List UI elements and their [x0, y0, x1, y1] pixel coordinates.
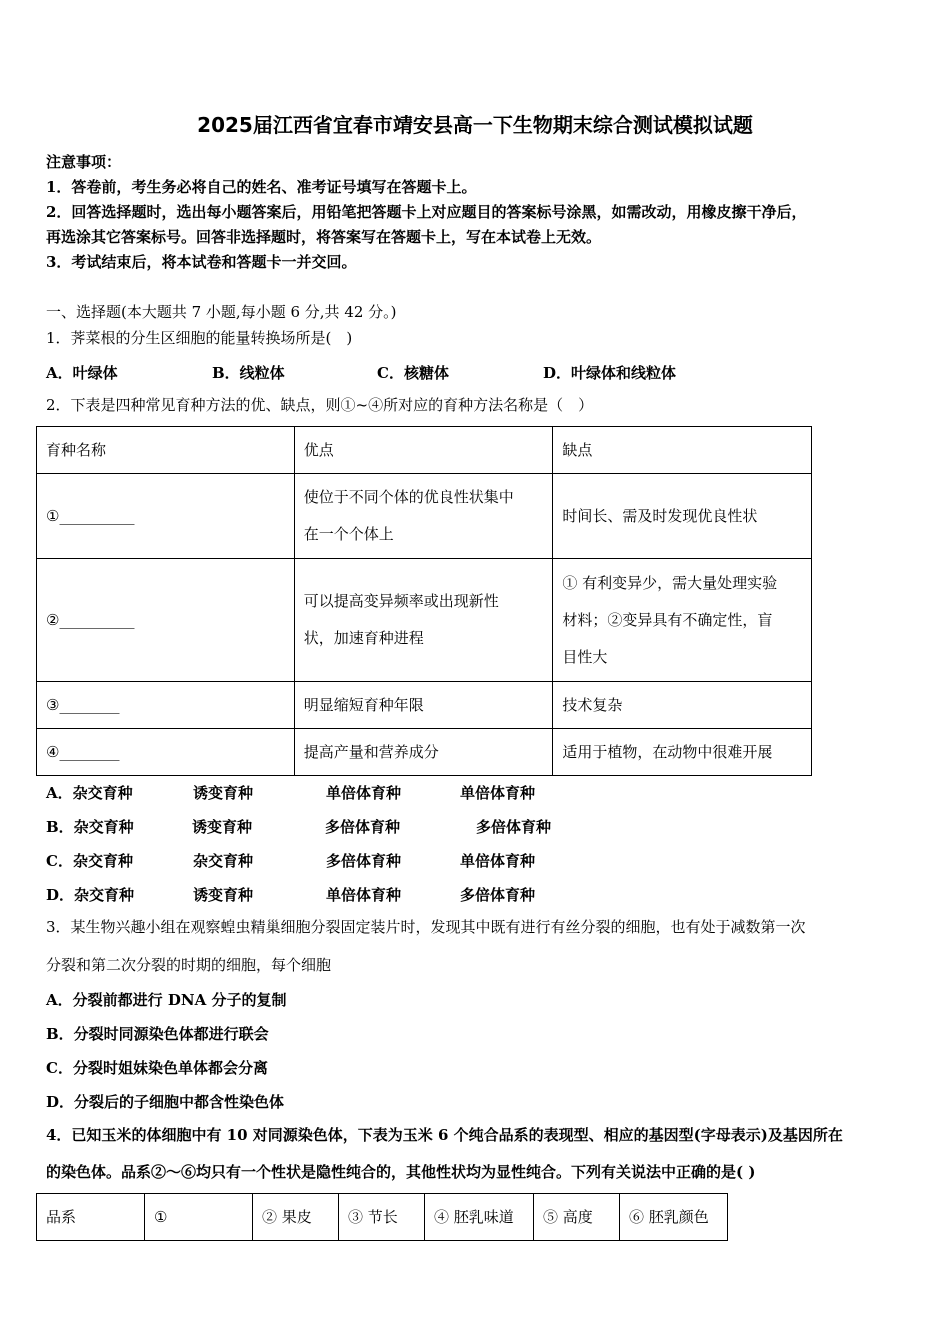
- q3-stem: 3．某生物兴趣小组在观察蝗虫精巢细胞分裂固定装片时，发现其中既有进行有丝分裂的细胞，也有处于减数第一次: [46, 918, 806, 936]
- q2-option-a-3: 单倍体育种: [326, 784, 402, 802]
- page-title: 2025届江西省宜春市靖安县高一下生物期末综合测试模拟试题: [197, 113, 753, 137]
- q1-option-c: C．核糖体: [377, 364, 449, 382]
- q4-stem: 4．已知玉米的体细胞中有 10 对同源染色体，下表为玉米 6 个纯合品系的表现型、相应的基因型(字母表示)及基因所在: [46, 1126, 843, 1144]
- table-header: 优点: [294, 427, 553, 474]
- notice-heading: 注意事项：: [46, 153, 122, 171]
- table-cell: ③________: [37, 682, 295, 729]
- table-cell: 提高产量和营养成分: [294, 729, 553, 776]
- table-header: ④ 胚乳味道: [425, 1194, 534, 1241]
- q3-option-d: D．分裂后的子细胞中都含性染色体: [46, 1093, 285, 1111]
- q1-option-a: A．叶绿体: [46, 364, 118, 382]
- cell-line: 状，加速育种进程: [303, 629, 424, 647]
- q1-option-b: B．线粒体: [212, 364, 285, 382]
- table-cell: ④________: [37, 729, 295, 776]
- q4-stem-cont: 的染色体。品系②～⑥均只有一个性状是隐性纯合的，其他性状均为显性纯合。下列有关说法中正确的是( ): [46, 1163, 756, 1181]
- cell-line: 材料；②变异具有不确定性，盲: [562, 610, 773, 629]
- q2-option-c: C．杂交育种: [46, 852, 133, 870]
- cell-line: 可以提高变异频率或出现新性: [303, 592, 499, 610]
- table-cell: [294, 474, 553, 559]
- q2-option-b-4: 多倍体育种: [476, 818, 552, 836]
- table-header: ⑤ 高度: [534, 1194, 620, 1241]
- q2-option-b-3: 多倍体育种: [325, 818, 401, 836]
- notice-item: 再选涂其它答案标号。回答非选择题时，将答案写在答题卡上，写在本试卷上无效。: [46, 228, 602, 246]
- table-row: [37, 559, 812, 682]
- q2-option-d: D．杂交育种: [46, 886, 135, 904]
- table-cell: 时间长、需及时发现优良性状: [553, 474, 812, 559]
- table-row: [37, 474, 812, 559]
- q2-option-d-3: 单倍体育种: [326, 886, 402, 904]
- table-cell: [553, 559, 812, 682]
- q4-table: [36, 1193, 728, 1241]
- q3-option-c: C．分裂时姐妹染色单体都会分离: [46, 1059, 268, 1077]
- q2-option-c-4: 单倍体育种: [460, 852, 536, 870]
- table-cell: ②__________: [37, 559, 295, 682]
- q3-option-a: A．分裂前都进行 DNA 分子的复制: [46, 991, 287, 1009]
- table-header: ①: [145, 1194, 253, 1241]
- table-header: ② 果皮: [253, 1194, 339, 1241]
- q2-option-c-3: 多倍体育种: [326, 852, 402, 870]
- q2-option-a-4: 单倍体育种: [460, 784, 536, 802]
- q1-stem: 1．荠菜根的分生区细胞的能量转换场所是( ): [46, 329, 353, 347]
- notice-item: 2．回答选择题时，选出每小题答案后，用铅笔把答题卡上对应题目的答案标号涂黑，如需改动，用橡皮擦干净后，: [46, 203, 807, 221]
- table-header-row: [37, 1194, 728, 1241]
- table-cell: 明显缩短育种年限: [294, 682, 553, 729]
- table-header: 缺点: [553, 427, 812, 474]
- notice-item: 3．考试结束后，将本试卷和答题卡一并交回。: [46, 253, 357, 271]
- cell-line: ① 有利变异少，需大量处理实验: [562, 573, 778, 592]
- section-heading: 一、选择题(本大题共 7 小题,每小题 6 分,共 42 分。): [46, 303, 397, 321]
- q3-option-b: B．分裂时同源染色体都进行联会: [46, 1025, 269, 1043]
- cell-line: 目性大: [562, 647, 608, 666]
- q2-table: [36, 426, 812, 776]
- table-cell: 适用于植物，在动物中很难开展: [553, 729, 812, 776]
- table-header: ③ 节长: [339, 1194, 425, 1241]
- cell-line: 在一个个体上: [303, 525, 394, 543]
- q2-stem: 2．下表是四种常见育种方法的优、缺点，则①~④所对应的育种方法名称是（ ）: [46, 396, 594, 414]
- q2-option-a-2: 诱变育种: [193, 784, 254, 802]
- table-row: [37, 682, 812, 729]
- q2-option-c-2: 杂交育种: [193, 852, 254, 870]
- q3-stem-cont: 分裂和第二次分裂的时期的细胞，每个细胞: [46, 956, 332, 974]
- q2-option-b: B．杂交育种: [46, 818, 134, 836]
- q2-option-a: A．杂交育种: [46, 784, 133, 802]
- q2-option-b-2: 诱变育种: [192, 818, 253, 836]
- table-header: 育种名称: [37, 427, 295, 474]
- table-cell: ①__________: [37, 474, 295, 559]
- table-header: ⑥ 胚乳颜色: [620, 1194, 728, 1241]
- table-row: [37, 729, 812, 776]
- table-header: 品系: [37, 1194, 145, 1241]
- q2-option-d-4: 多倍体育种: [460, 886, 536, 904]
- notice-item: 1．答卷前，考生务必将自己的姓名、准考证号填写在答题卡上。: [46, 178, 477, 196]
- table-header-row: [37, 427, 812, 474]
- q1-option-d: D．叶绿体和线粒体: [543, 364, 677, 382]
- cell-line: 使位于不同个体的优良性状集中: [303, 488, 514, 506]
- table-cell: 技术复杂: [553, 682, 812, 729]
- q2-option-d-2: 诱变育种: [193, 886, 254, 904]
- table-cell: [294, 559, 553, 682]
